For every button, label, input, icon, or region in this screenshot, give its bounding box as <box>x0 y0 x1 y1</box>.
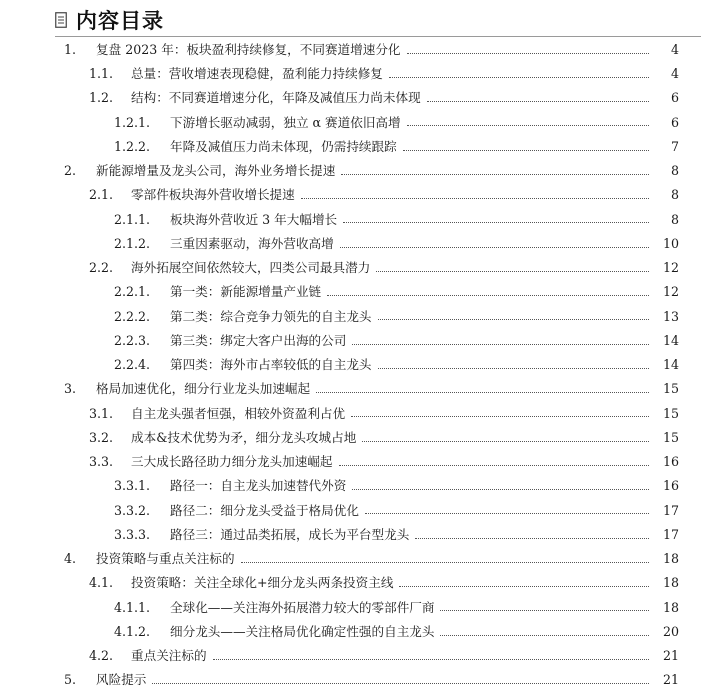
toc-entry[interactable] <box>0 450 721 474</box>
toc-entry[interactable] <box>0 353 721 377</box>
dot-leader <box>407 53 649 54</box>
dot-leader <box>440 610 649 611</box>
toc-entry-title[interactable]: 路径二：细分龙头受益于格局优化 <box>170 502 359 518</box>
toc-entry-title[interactable]: 板块海外营收近 3 年大幅增长 <box>170 211 338 227</box>
toc-entry-number: 3.3.2. <box>114 502 151 518</box>
toc-entry-number: 3.2. <box>89 429 114 445</box>
table-of-contents <box>0 38 721 693</box>
toc-entry[interactable] <box>0 378 721 402</box>
dot-leader <box>389 77 649 78</box>
toc-entry-page[interactable]: 21 <box>662 672 679 688</box>
dot-leader <box>351 416 649 417</box>
toc-entry[interactable] <box>0 256 721 280</box>
toc-entry-number: 1. <box>64 41 77 57</box>
toc-entry-title[interactable]: 路径三：通过品类拓展，成长为平台型龙头 <box>170 526 410 542</box>
toc-entry-title[interactable]: 三重因素驱动，海外营收高增 <box>170 235 334 251</box>
toc-entry[interactable] <box>0 111 721 135</box>
toc-entry-number: 4.1.1. <box>114 599 151 615</box>
dot-leader <box>316 392 649 393</box>
toc-entry-page[interactable]: 8 <box>670 163 679 179</box>
toc-entry-page[interactable]: 4 <box>670 41 679 57</box>
toc-entry-number: 3.3.3. <box>114 526 151 542</box>
toc-entry-page[interactable]: 18 <box>662 551 679 567</box>
toc-entry[interactable] <box>0 208 721 232</box>
toc-entry-number: 2.1.2. <box>114 235 151 251</box>
toc-entry-page[interactable]: 17 <box>662 502 679 518</box>
dot-leader <box>399 586 649 587</box>
toc-entry-number: 5. <box>64 672 77 688</box>
toc-entry-page[interactable]: 20 <box>662 623 679 639</box>
toc-entry-title[interactable]: 风险提示 <box>96 672 147 688</box>
toc-entry-title[interactable]: 第一类：新能源增量产业链 <box>170 284 322 300</box>
toc-entry[interactable] <box>0 402 721 426</box>
toc-entry-page[interactable]: 16 <box>662 478 679 494</box>
toc-entry[interactable] <box>0 475 721 499</box>
toc-entry[interactable] <box>0 87 721 111</box>
page-title: 内容目录 <box>76 9 164 33</box>
toc-entry-page[interactable]: 21 <box>662 648 679 664</box>
toc-entry-title[interactable]: 总量：营收增速表现稳健，盈利能力持续修复 <box>131 66 383 82</box>
toc-entry[interactable] <box>0 159 721 183</box>
toc-entry-title[interactable]: 全球化——关注海外拓展潜力较大的零部件厂商 <box>170 599 435 615</box>
toc-entry-page[interactable]: 6 <box>670 90 679 106</box>
toc-entry-number: 3.1. <box>89 405 114 421</box>
toc-entry-number: 1.2. <box>89 90 114 106</box>
dot-leader <box>427 101 649 102</box>
dot-leader <box>403 150 649 151</box>
toc-entry-number: 3.3.1. <box>114 478 151 494</box>
toc-entry[interactable] <box>0 38 721 62</box>
toc-entry-number: 1.2.2. <box>114 138 151 154</box>
dot-leader <box>378 368 650 369</box>
toc-entry-title[interactable]: 成本&技术优势为矛，细分龙头攻城占地 <box>131 429 357 445</box>
toc-entry-title[interactable]: 新能源增量及龙头公司，海外业务增长提速 <box>96 163 336 179</box>
dot-leader <box>407 125 649 126</box>
toc-entry-number: 2.2.4. <box>114 357 151 373</box>
toc-entry-title[interactable]: 下游增长驱动减弱，独立 α 赛道依旧高增 <box>170 114 401 130</box>
toc-entry-page[interactable]: 18 <box>662 575 679 591</box>
toc-entry-title[interactable]: 第三类：绑定大客户出海的公司 <box>170 332 347 348</box>
toc-entry[interactable] <box>0 305 721 329</box>
toc-entry-number: 2.1.1. <box>114 211 151 227</box>
toc-entry-number: 4.2. <box>89 648 114 664</box>
toc-entry-title[interactable]: 路径一：自主龙头加速替代外资 <box>170 478 347 494</box>
dot-leader <box>352 489 649 490</box>
toc-entry[interactable] <box>0 644 721 668</box>
toc-entry-page[interactable]: 8 <box>670 187 679 203</box>
toc-entry-page[interactable]: 15 <box>662 429 679 445</box>
toc-entry-title[interactable]: 结构：不同赛道增速分化，年降及减值压力尚未体现 <box>131 90 421 106</box>
toc-entry-number: 3.3. <box>89 454 114 470</box>
toc-entry[interactable] <box>0 499 721 523</box>
toc-entry-title[interactable]: 零部件板块海外营收增长提速 <box>131 187 295 203</box>
toc-entry[interactable] <box>0 596 721 620</box>
toc-entry-page[interactable]: 14 <box>662 332 679 348</box>
toc-entry-page[interactable]: 17 <box>662 526 679 542</box>
toc-entry-title[interactable]: 投资策略：关注全球化+细分龙头两条投资主线 <box>131 575 394 591</box>
toc-entry-number: 1.1. <box>89 66 114 82</box>
toc-entry[interactable] <box>0 426 721 450</box>
toc-entry-page[interactable]: 15 <box>662 405 679 421</box>
toc-entry-page[interactable]: 6 <box>670 114 679 130</box>
toc-entry-number: 2. <box>64 163 77 179</box>
document-list-icon <box>55 12 67 28</box>
toc-entry[interactable] <box>0 572 721 596</box>
dot-leader <box>340 247 649 248</box>
dot-leader <box>440 635 649 636</box>
toc-entry[interactable] <box>0 669 721 693</box>
toc-entry-number: 2.2.3. <box>114 332 151 348</box>
toc-entry-number: 4.1. <box>89 575 114 591</box>
toc-entry-number: 1.2.1. <box>114 114 151 130</box>
toc-entry-number: 2.2. <box>89 260 114 276</box>
toc-entry[interactable] <box>0 523 721 547</box>
toc-entry-number: 2.1. <box>89 187 114 203</box>
toc-entry-title[interactable]: 第四类：海外市占率较低的自主龙头 <box>170 357 372 373</box>
toc-entry-page[interactable]: 4 <box>670 66 679 82</box>
dot-leader <box>352 344 649 345</box>
dot-leader <box>341 174 649 175</box>
toc-entry-number: 4.1.2. <box>114 623 151 639</box>
toc-entry-page[interactable]: 13 <box>662 308 679 324</box>
toc-entry-page[interactable]: 10 <box>662 235 679 251</box>
toc-entry-page[interactable]: 15 <box>662 381 679 397</box>
toc-entry[interactable] <box>0 135 721 159</box>
toc-entry-title[interactable]: 三大成长路径助力细分龙头加速崛起 <box>131 454 333 470</box>
toc-entry-title[interactable]: 自主龙头强者恒强，相较外资盈利占优 <box>131 405 346 421</box>
toc-entry-title[interactable]: 投资策略与重点关注标的 <box>96 551 235 567</box>
toc-entry-title[interactable]: 重点关注标的 <box>131 648 207 664</box>
toc-entry[interactable] <box>0 62 721 86</box>
toc-entry-title[interactable]: 第二类：综合竞争力领先的自主龙头 <box>170 308 372 324</box>
toc-entry[interactable] <box>0 232 721 256</box>
dot-leader <box>376 271 649 272</box>
toc-entry-page[interactable]: 7 <box>670 138 679 154</box>
toc-entry-page[interactable]: 14 <box>662 357 679 373</box>
toc-header <box>55 4 701 37</box>
toc-entry-title[interactable]: 复盘 2023 年：板块盈利持续修复，不同赛道增速分化 <box>96 41 401 57</box>
toc-entry-page[interactable]: 12 <box>662 260 679 276</box>
toc-entry-number: 2.2.2. <box>114 308 151 324</box>
dot-leader <box>378 319 650 320</box>
toc-entry-number: 2.2.1. <box>114 284 151 300</box>
toc-entry-page[interactable]: 8 <box>670 211 679 227</box>
dot-leader <box>301 198 649 199</box>
dot-leader <box>152 683 649 684</box>
toc-entry-page[interactable]: 16 <box>662 454 679 470</box>
toc-entry[interactable] <box>0 281 721 305</box>
dot-leader <box>415 538 649 539</box>
dot-leader <box>343 222 649 223</box>
toc-entry[interactable] <box>0 620 721 644</box>
toc-entry-page[interactable]: 12 <box>662 284 679 300</box>
toc-entry[interactable] <box>0 184 721 208</box>
toc-entry-page[interactable]: 18 <box>662 599 679 615</box>
toc-entry-title[interactable]: 海外拓展空间依然较大，四类公司最具潜力 <box>131 260 371 276</box>
toc-entry-title[interactable]: 年降及减值压力尚未体现，仍需持续跟踪 <box>170 138 397 154</box>
toc-entry[interactable] <box>0 547 721 571</box>
toc-entry-number: 4. <box>64 551 77 567</box>
dot-leader <box>365 513 649 514</box>
toc-entry-number: 3. <box>64 381 77 397</box>
dot-leader <box>327 295 649 296</box>
dot-leader <box>213 659 649 660</box>
dot-leader <box>362 441 649 442</box>
toc-entry-title[interactable]: 细分龙头——关注格局优化确定性强的自主龙头 <box>170 623 435 639</box>
dot-leader <box>241 562 649 563</box>
dot-leader <box>339 465 650 466</box>
toc-entry-title[interactable]: 格局加速优化，细分行业龙头加速崛起 <box>96 381 311 397</box>
toc-entry[interactable] <box>0 329 721 353</box>
